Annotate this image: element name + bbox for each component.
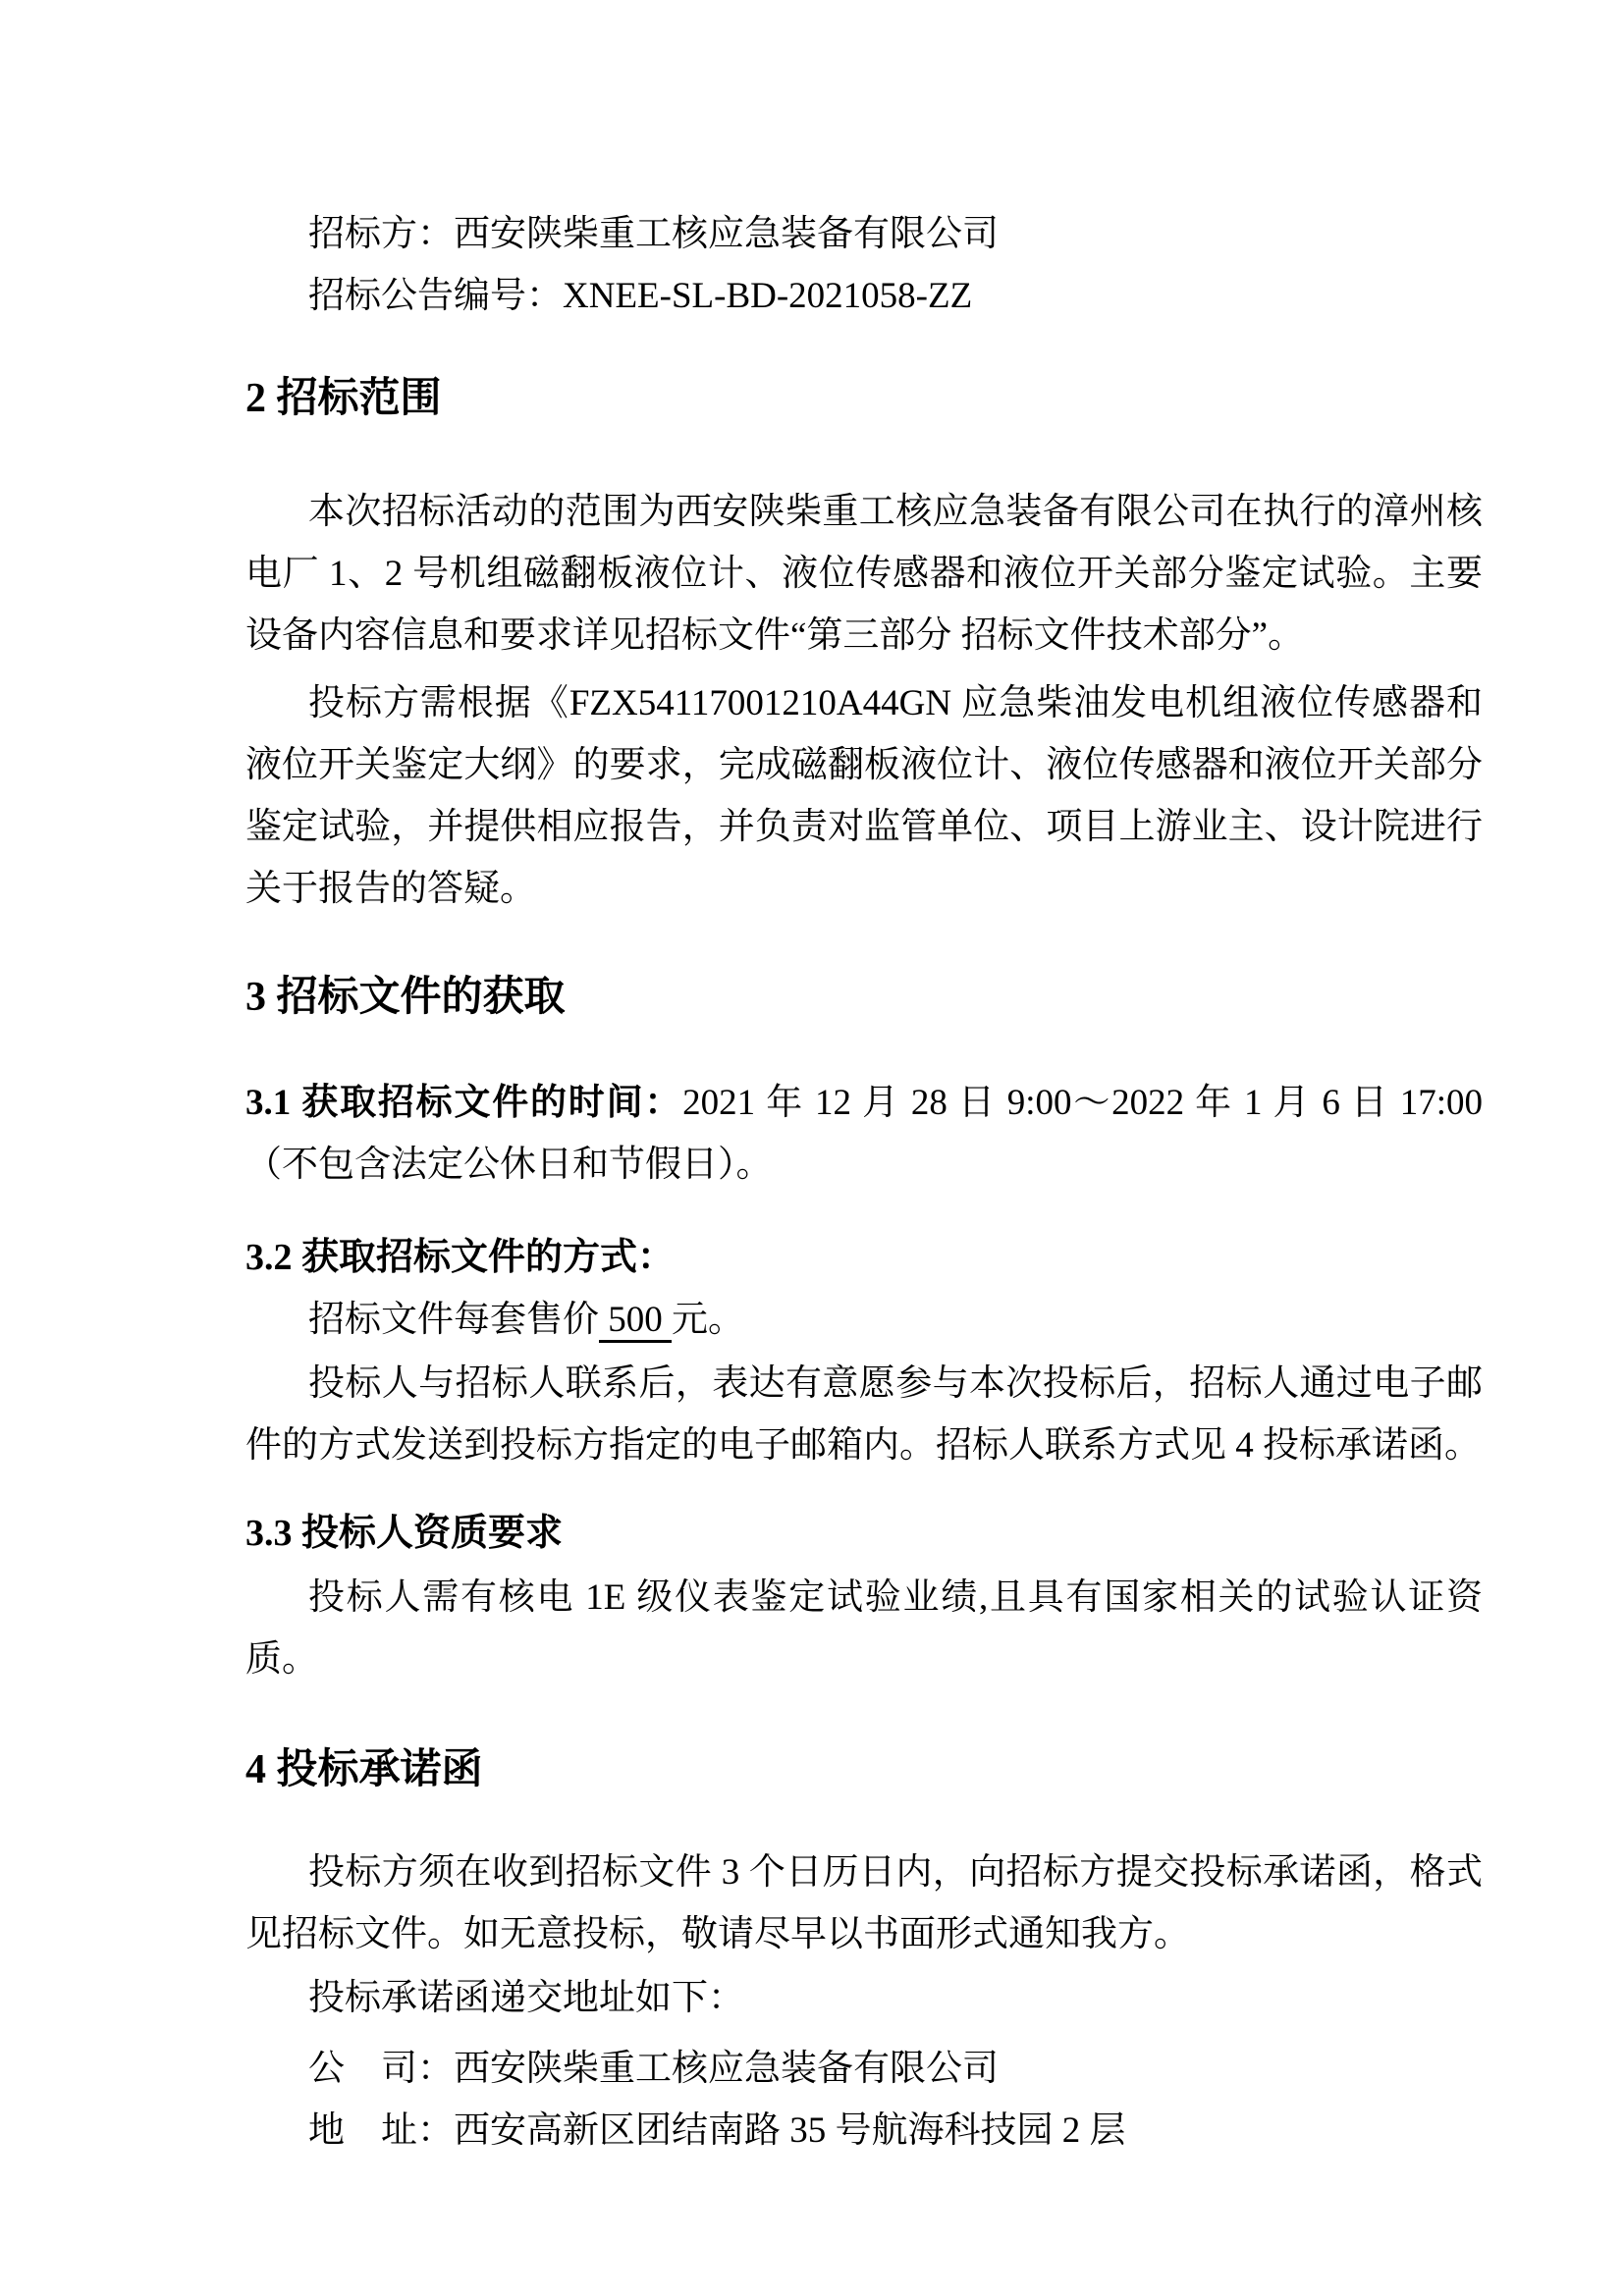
price-suffix: 元。: [672, 1300, 744, 1340]
company-line: 公 司：西安陕柴重工核应急装备有限公司: [308, 2049, 999, 2089]
price-value: 500: [599, 1300, 672, 1343]
notice-number-line: 招标公告编号：XNEE-SL-BD-2021058-ZZ: [308, 276, 973, 316]
clause-3-3-heading: 3.3 投标人资质要求: [245, 1513, 564, 1554]
section-2-heading: 2 招标范围: [245, 376, 442, 421]
clause-3-1-label: 3.1 获取招标文件的时间：: [245, 1083, 683, 1123]
scope-paragraph-1: 本次招标活动的范围为西安陕柴重工核应急装备有限公司在执行的漳州核电厂 1、2 号机组磁翻板液位计、液位传感器和液位开关部分鉴定试验。主要设备内容信息和要求详见招标文件“第三部分 招标文件技术部分”。: [245, 492, 1483, 656]
clause-3-2-paragraph: 投标人与招标人联系后，表达有意愿参与本次投标后，招标人通过电子邮件的方式发送到投标方指定的电子邮箱内。招标人联系方式见 4 投标承诺函。: [245, 1363, 1483, 1466]
commitment-paragraph: 投标方须在收到招标文件 3 个日历日内，向招标方提交投标承诺函，格式见招标文件。如无意投标，敬请尽早以书面形式通知我方。: [245, 1852, 1483, 1954]
price-prefix: 招标文件每套售价: [308, 1300, 599, 1340]
price-line: [245, 1289, 1483, 1351]
clause-3-1: [245, 1072, 1483, 1196]
tenderer-line: 招标方：西安陕柴重工核应急装备有限公司: [308, 214, 999, 254]
section-3-heading: 3 招标文件的获取: [245, 975, 566, 1020]
address-line: 地 址：西安高新区团结南路 35 号航海科技园 2 层: [308, 2110, 1126, 2151]
clause-3-3-paragraph: 投标人需有核电 1E 级仪表鉴定试验业绩,且具有国家相关的试验认证资质。: [245, 1577, 1483, 1680]
clause-3-1-text: 2021 年 12 月 28 日 9:00～2022 年 1 月 6 日 17:00（不包含法定公休日和节假日）。: [245, 1083, 1483, 1185]
clause-3-2-heading: 3.2 获取招标文件的方式：: [245, 1237, 676, 1278]
scope-paragraph-2: 投标方需根据《FZX54117001210A44GN 应急柴油发电机组液位传感器和液位开关鉴定大纲》的要求，完成磁翻板液位计、液位传感器和液位开关部分鉴定试验，并提供相应报告，并负责对监管单位、项目上游业主、设计院进行关于报告的答疑。: [245, 683, 1483, 909]
address-intro-line: 投标承诺函递交地址如下：: [308, 1978, 744, 2018]
section-4-heading: 4 投标承诺函: [245, 1747, 483, 1792]
